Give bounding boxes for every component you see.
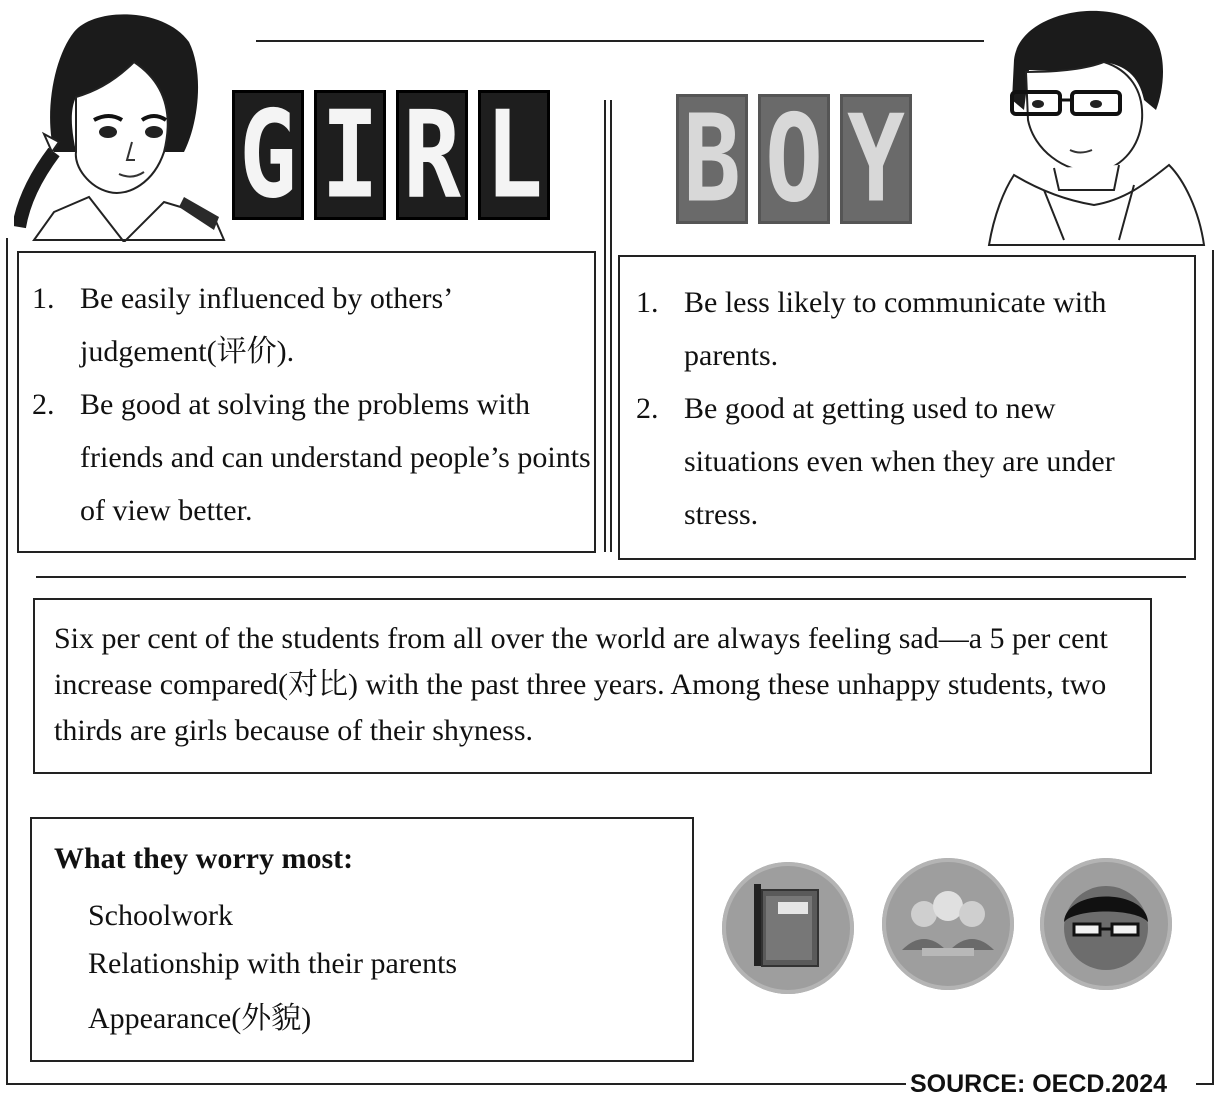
left-frame-line xyxy=(6,238,8,1084)
right-frame-line xyxy=(1212,250,1214,1084)
source-label: SOURCE: OECD.2024 xyxy=(906,1070,1171,1099)
girl-heading xyxy=(232,85,550,225)
boy-heading xyxy=(676,89,912,229)
girl-letter-tile: G xyxy=(232,90,304,220)
bottom-rule xyxy=(6,1083,906,1085)
people-icon xyxy=(882,858,1014,990)
stats-text: Six per cent of the students from all over the world are always feeling sad—a 5 per cent increase compared(对比) with the past three years. Among these unhappy students, two thirds are girls because of their shyness. xyxy=(54,622,1108,747)
boy-letter-tile: B xyxy=(676,94,748,224)
boy-letter-tile: Y xyxy=(840,94,912,224)
top-rule xyxy=(256,40,984,42)
worry-item-appearance: Appearance(外貌) xyxy=(88,1002,312,1035)
center-divider-2 xyxy=(610,100,612,552)
boy-letter-tile: O xyxy=(758,94,830,224)
section-divider xyxy=(36,576,1186,578)
girl-point-2: 2. Be good at solving the problems with friends and can understand people’s points of view better. xyxy=(32,388,591,527)
boy-point-2: 2. Be good at getting used to new situations even when they are under stress. xyxy=(636,392,1115,531)
worry-item-parents: Relationship with their parents xyxy=(88,947,458,980)
center-divider xyxy=(604,100,606,552)
bottom-rule-end xyxy=(1196,1083,1214,1085)
girl-letter-tile: R xyxy=(396,90,468,220)
boy-point-1: 1. Be less likely to communicate with parents. xyxy=(636,286,1107,372)
girl-point-1: 1. Be easily influenced by others’ judgement(评价). xyxy=(32,282,451,368)
face-with-glasses-icon xyxy=(1040,858,1172,990)
girl-letter-tile: I xyxy=(314,90,386,220)
girl-letter-tile: L xyxy=(478,90,550,220)
book-icon xyxy=(722,862,854,994)
worry-item-schoolwork: Schoolwork xyxy=(88,899,233,932)
worries-title: What they worry most: xyxy=(54,842,354,875)
girl-illustration xyxy=(14,2,230,242)
boy-illustration xyxy=(984,0,1210,250)
